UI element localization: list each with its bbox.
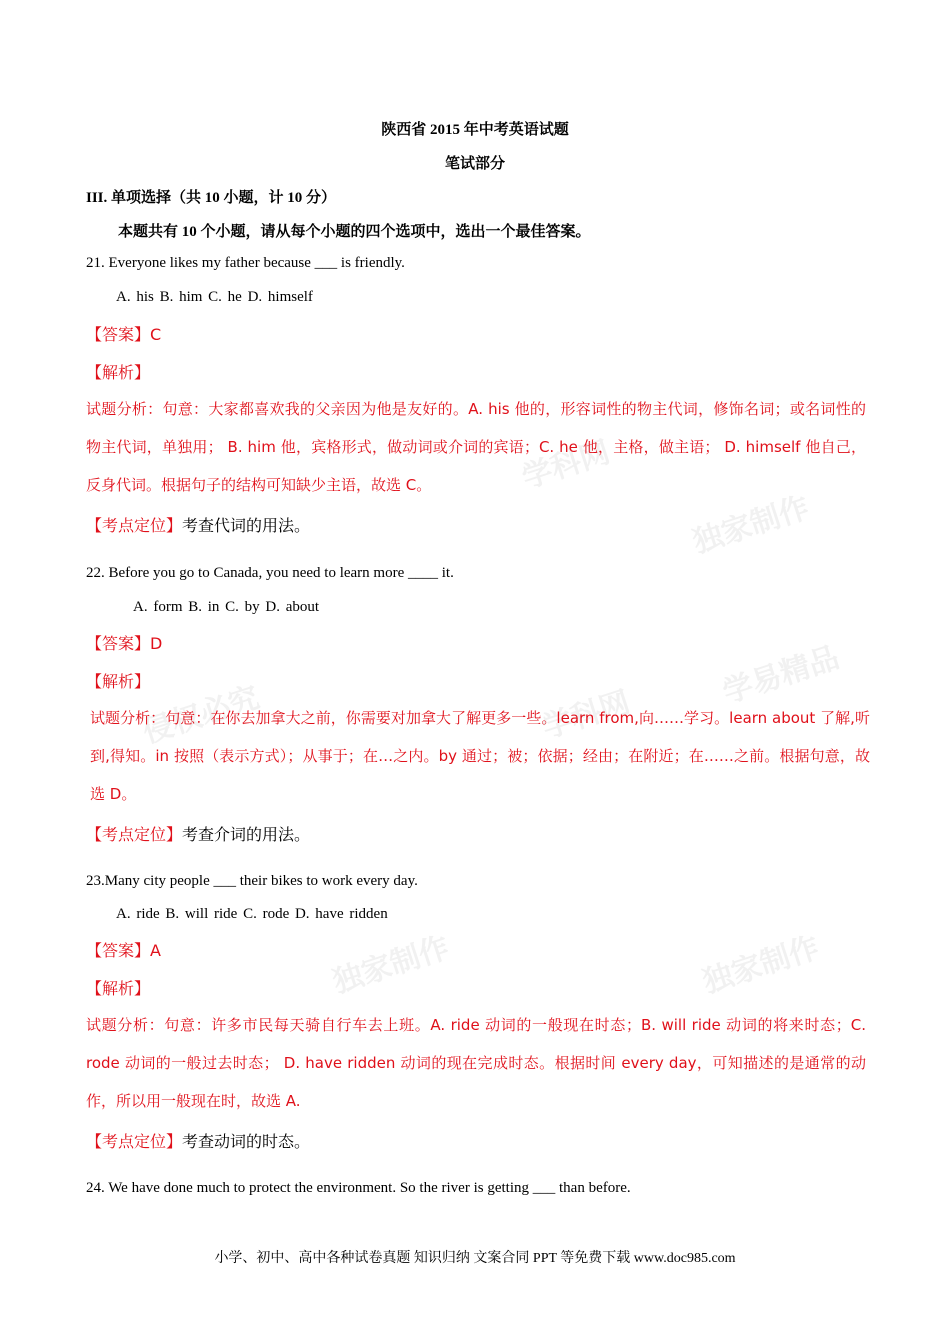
answer-value: D — [150, 634, 163, 653]
question-stem: 23.Many city people ___ their bikes to work every day. — [86, 873, 418, 889]
answer-line — [86, 631, 162, 654]
kp-label: 【考点定位】 — [86, 516, 183, 535]
answer-value: C — [150, 325, 162, 344]
watermark: 学科网 — [517, 434, 615, 496]
analysis-label: 【解析】 — [86, 363, 151, 382]
answer-label: 【答案】 — [86, 325, 151, 344]
answer-label: 【答案】 — [86, 634, 151, 653]
page-title: 陕西省 2015 年中考英语试题 — [381, 122, 569, 138]
question-stem: 21. Everyone likes my father because ___ is friendly. — [86, 255, 405, 271]
knowledge-point — [86, 513, 310, 536]
question-options: A. ride B. will ride C. rode D. have ridden — [116, 906, 388, 922]
kp-label: 【考点定位】 — [86, 1132, 183, 1151]
analysis-text: 试题分析：句意：许多市民每天骑自行车去上班。A. ride 动词的一般现在时态；B. will ride 动词的将来时态；C. rode 动词的一般过去时态； D. have ridden 动词的现在完成时态。根据时间 every day，可知描述的是通常的动作，所以用一般现在时，故选 A. — [86, 1016, 866, 1110]
page-footer: 小学、初中、高中各种试卷真题 知识归纳 文案合同 PPT 等免费下载 www.doc985.com — [214, 1251, 736, 1266]
analysis-text: 试题分析：句意：大家都喜欢我的父亲因为他是友好的。A. his 他的，形容词性的物主代词，修饰名词；或名词性的物主代词，单独用； B. him 他，宾格形式，做动词或介词的宾语；C. he 他，主格，做主语； D. himself 他自己，反身代词。根据句子的结构可知缺少主语，故选 C。 — [86, 400, 866, 494]
answer-value: A — [150, 941, 161, 960]
watermark: 独家制作 — [698, 930, 824, 1001]
knowledge-point — [86, 1129, 310, 1152]
question-stem: 22. Before you go to Canada, you need to learn more ____ it. — [86, 565, 454, 581]
question-options: A. form B. in C. by D. about — [133, 599, 320, 615]
watermark: 独家制作 — [688, 490, 814, 561]
watermark: 侵权必究 — [138, 680, 264, 751]
kp-text: 考查动词的时态。 — [182, 1132, 311, 1151]
page-subtitle: 笔试部分 — [444, 156, 505, 172]
kp-text: 考查介词的用法。 — [182, 825, 311, 844]
watermark: 学易精品 — [718, 640, 844, 711]
watermark: 学科网 — [537, 684, 635, 746]
section-instruction: 本题共有 10 个小题，请从每个小题的四个选项中，选出一个最佳答案。 — [118, 224, 591, 240]
answer-line — [86, 938, 161, 961]
analysis-label: 【解析】 — [86, 672, 151, 691]
question-options: A. his B. him C. he D. himself — [116, 289, 313, 305]
answer-line — [86, 322, 161, 345]
question-stem: 24. We have done much to protect the environment. So the river is getting ___ than before. — [86, 1180, 631, 1196]
knowledge-point — [86, 822, 310, 845]
analysis-text: 试题分析：句意：在你去加拿大之前，你需要对加拿大了解更多一些。learn from,向……学习。learn about 了解,听到,得知。in 按照（表示方式）；从事于；在…之内。by 通过；被；依据；经由；在附近；在……之前。根据句意，故选 D。 — [90, 709, 870, 803]
kp-label: 【考点定位】 — [86, 825, 183, 844]
watermark: 独家制作 — [328, 930, 454, 1001]
kp-text: 考查代词的用法。 — [182, 516, 311, 535]
section-heading: III. 单项选择（共 10 小题，计 10 分） — [86, 190, 337, 206]
analysis-label: 【解析】 — [86, 979, 151, 998]
answer-label: 【答案】 — [86, 941, 151, 960]
